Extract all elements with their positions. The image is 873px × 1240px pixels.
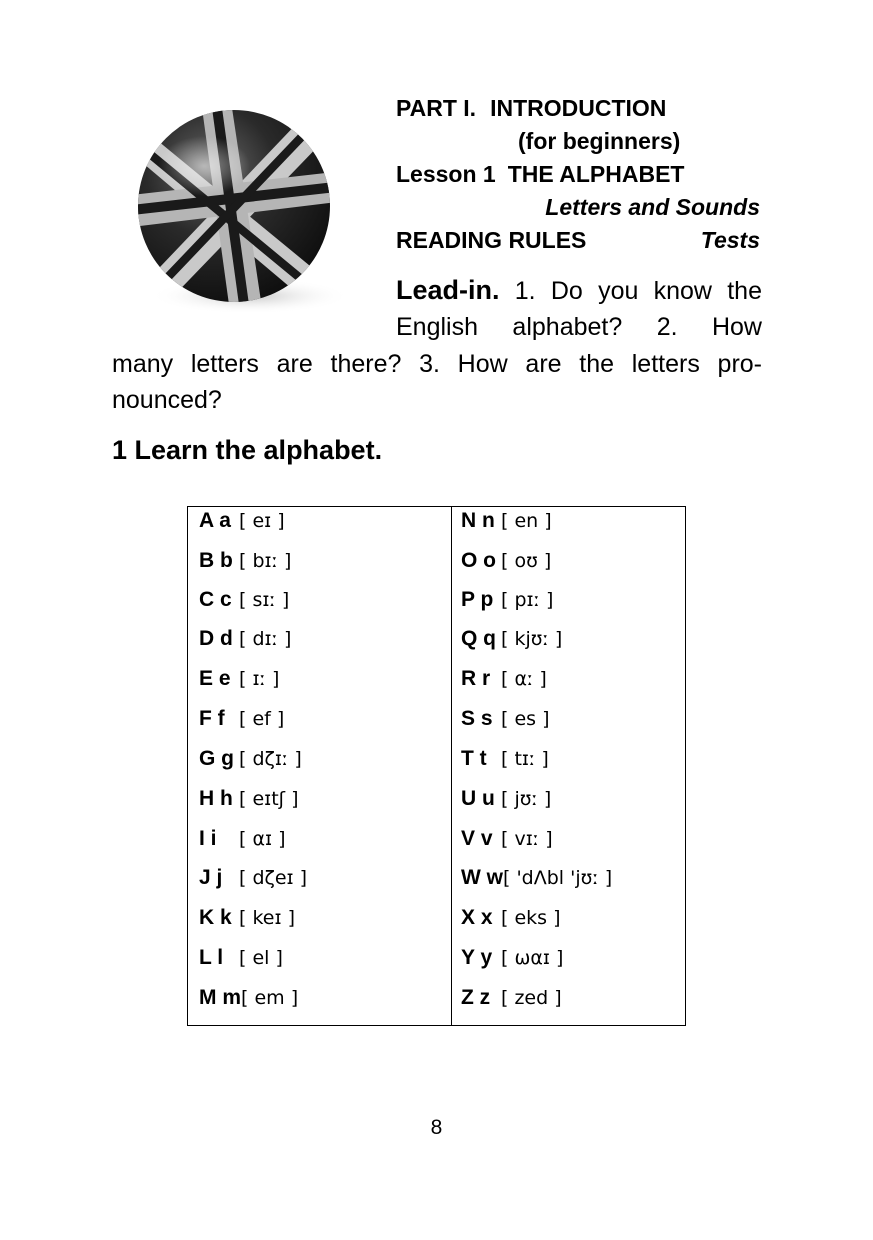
alphabet-pronunciation: [ zed ] [501,987,562,1009]
alphabet-pronunciation: [ sɪː ] [239,589,290,611]
alphabet-letter: O o [461,549,496,572]
alphabet-pronunciation: [ tɪː ] [501,748,549,770]
alphabet-letter: I i [199,827,217,850]
alphabet-pronunciation: [ dζeɪ ] [239,867,308,889]
alphabet-entry [199,745,302,773]
alphabet-pronunciation: [ ωαɪ ] [501,947,564,969]
alphabet-entry [461,586,553,614]
alphabet-entry [199,785,299,813]
alphabet-pronunciation: [ keɪ ] [239,907,295,929]
alphabet-entry [461,984,562,1012]
alphabet-letter: Q q [461,627,496,650]
alphabet-pronunciation: [ eɪtʃ ] [239,788,299,810]
alphabet-letter: X x [461,906,493,929]
alphabet-entry [461,785,551,813]
alphabet-pronunciation: [ eɪ ] [239,510,285,532]
tests-label: Tests [700,227,760,253]
alphabet-entry [199,825,286,853]
alphabet-letter: G g [199,747,234,770]
alphabet-pronunciation: [ dɪː ] [239,628,292,650]
alphabet-entry [199,547,291,575]
alphabet-entry [461,904,561,932]
alphabet-entry [461,625,562,653]
alphabet-letter: F f [199,707,225,730]
reading-rules-label: READING RULES [396,227,587,253]
alphabet-letter: S s [461,707,493,730]
alphabet-letter: H h [199,787,233,810]
alphabet-letter: A a [199,509,231,532]
page-number: 8 [430,1116,443,1139]
alphabet-letter: L l [199,946,224,969]
table-column-divider [451,507,452,1025]
lead-in-paragraph [396,272,762,345]
lead-in-text-rest: many letters are there? 3. How are the letters pro-nounced? [112,350,762,414]
alphabet-letter: B b [199,549,233,572]
alphabet-pronunciation: [ kjʊː ] [501,628,563,650]
lead-in-label: Lead-in. [396,275,500,305]
alphabet-pronunciation: [ ef ] [239,708,285,730]
alphabet-letter: M m [199,986,241,1009]
alphabet-pronunciation: [ jʊː ] [501,788,552,810]
alphabet-pronunciation: [ pɪː ] [501,589,554,611]
alphabet-entry [199,507,285,535]
section-heading: 1 Learn the alphabet. [112,435,383,465]
alphabet-letter: E e [199,667,231,690]
part-subtitle: (for beginners) [518,128,681,154]
alphabet-pronunciation: [ bɪː ] [239,550,292,572]
part-label: PART I. [396,95,477,121]
alphabet-pronunciation: [ eks ] [501,907,561,929]
alphabet-entry [461,944,563,972]
alphabet-letter: V v [461,827,493,850]
alphabet-entry [461,665,547,693]
alphabet-entry [199,586,289,614]
lead-in-text-first: 1. Do you know the English alphabet? 2. How [396,277,762,341]
alphabet-pronunciation: [ oʊ ] [501,550,552,572]
alphabet-entry [199,984,298,1012]
alphabet-table [187,506,686,1026]
alphabet-letter: W w [461,866,503,889]
lesson-header [396,92,762,257]
alphabet-entry [461,825,553,853]
alphabet-letter: K k [199,906,232,929]
lesson-subtitle: Letters and Sounds [545,194,760,220]
lesson-label: Lesson 1 [396,161,496,187]
lesson-title: THE ALPHABET [507,161,685,187]
alphabet-entry [461,705,550,733]
alphabet-pronunciation: [ vɪː ] [501,828,553,850]
alphabet-letter: N n [461,509,495,532]
union-jack-globe-icon [122,108,354,320]
alphabet-entry [199,625,291,653]
alphabet-letter: J j [199,866,223,889]
alphabet-letter: C c [199,588,232,611]
alphabet-pronunciation: [ αɪ ] [239,828,286,850]
alphabet-entry [199,665,279,693]
alphabet-entry [199,944,283,972]
alphabet-entry [461,507,552,535]
alphabet-entry [199,904,295,932]
alphabet-letter: P p [461,588,494,611]
alphabet-pronunciation: [ en ] [501,510,552,532]
alphabet-letter: Y y [461,946,493,969]
alphabet-entry [461,864,612,892]
alphabet-pronunciation: [ 'dΛbl 'jʊː ] [503,867,613,889]
alphabet-letter: R r [461,667,491,690]
alphabet-letter: T t [461,747,487,770]
part-title: INTRODUCTION [490,95,667,121]
alphabet-pronunciation: [ ɪː ] [239,668,280,690]
alphabet-letter: Z z [461,986,491,1009]
alphabet-pronunciation: [ el ] [239,947,283,969]
alphabet-pronunciation: [ es ] [501,708,550,730]
alphabet-pronunciation: [ αː ] [501,668,547,690]
alphabet-entry [199,864,307,892]
alphabet-pronunciation: [ dζɪː ] [239,748,302,770]
alphabet-entry [199,705,284,733]
alphabet-letter: D d [199,627,233,650]
alphabet-entry [461,547,551,575]
alphabet-entry [461,745,549,773]
alphabet-letter: U u [461,787,495,810]
alphabet-pronunciation: [ em ] [241,987,299,1009]
